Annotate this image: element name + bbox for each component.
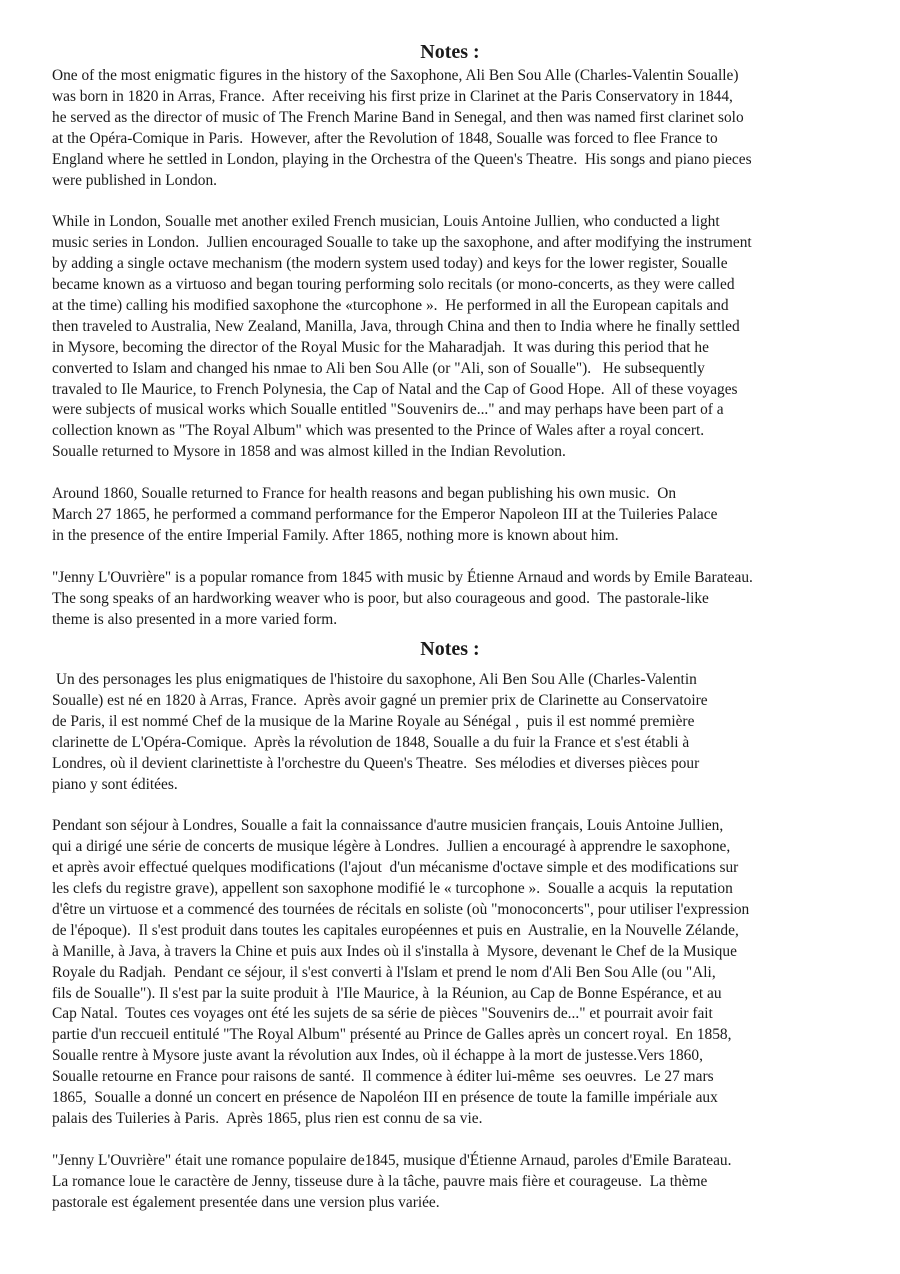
text-line: Pendant son séjour à Londres, Soualle a fait la connaissance d'autre musicien français, Louis Antoine Jullien, <box>52 817 724 835</box>
text-line: by adding a single octave mechanism (the modern system used today) and keys for the lower register, Soualle <box>52 255 728 273</box>
french-notes-body <box>52 670 882 1214</box>
text-line: were published in London. <box>52 171 217 189</box>
text-line: et après avoir effectué quelques modifications (l'ajout d'un mécanisme d'octave simple et des modifications sur <box>52 859 739 877</box>
text-line: Royale du Radjah. Pendant ce séjour, il s'est converti à l'Islam et prend le nom d'Ali Ben Sou Alle (ou "Ali, <box>52 963 716 981</box>
text-line: The song speaks of an hardworking weaver who is poor, but also courageous and good. The pastorale-like <box>52 589 709 607</box>
text-line: Soualle rentre à Mysore juste avant la révolution aux Indes, où il échappe à la mort de justesse.Vers 1860, <box>52 1047 703 1065</box>
text-line: fils de Soualle"). Il s'est par la suite produit à l'Ile Maurice, à la Réunion, au Cap de Bonne Espérance, et au <box>52 984 722 1002</box>
text-line: theme is also presented in a more varied form. <box>52 610 338 628</box>
text-line: "Jenny L'Ouvrière" était une romance populaire de1845, musique d'Étienne Arnaud, paroles d'Emile Barateau. <box>52 1151 732 1169</box>
text-line: in the presence of the entire Imperial Family. After 1865, nothing more is known about him. <box>52 526 619 544</box>
text-line: One of the most enigmatic figures in the history of the Saxophone, Ali Ben Sou Alle (Charles-Valentin Soualle) <box>52 67 739 84</box>
french-paragraph-3 <box>52 1151 882 1214</box>
text-line: de Paris, il est nommé Chef de la musique de la Marine Royale au Sénégal , puis il est nommé première <box>52 712 695 730</box>
text-line: d'être un virtuose et a commencé des tournées de récitals en soliste (où "monoconcerts", pour utiliser l'expression <box>52 900 750 918</box>
text-line: Around 1860, Soualle returned to France for health reasons and began publishing his own music. On <box>52 485 677 503</box>
text-line: March 27 1865, he performed a command performance for the Emperor Napoleon III at the Tuileries Palace <box>52 506 718 523</box>
text-line: palais des Tuileries à Paris. Après 1865, plus rien est connu de sa vie. <box>52 1110 483 1128</box>
text-line: travaled to Ile Maurice, to French Polynesia, the Cap of Natal and the Cap of Good Hope. All of these voyages <box>52 380 738 398</box>
text-line: he served as the director of music of The French Marine Band in Senegal, and then was named first clarinet solo <box>52 108 744 126</box>
english-notes-heading: Notes : <box>420 41 480 63</box>
english-notes-body <box>52 66 882 630</box>
text-line: became known as a virtuoso and began touring performing solo recitals (or mono-concerts, as they were called <box>52 276 735 294</box>
french-paragraph-1 <box>52 670 882 795</box>
text-line: then traveled to Australia, New Zealand, Manilla, Java, through China and then to India where he finally settled <box>52 317 740 335</box>
text-line: in Mysore, becoming the director of the Royal Music for the Maharadjah. It was during this period that he <box>52 338 709 356</box>
text-line: While in London, Soualle met another exiled French musician, Louis Antoine Jullien, who conducted a light <box>52 213 720 231</box>
english-paragraph-1 <box>52 66 882 191</box>
text-line: Soualle returned to Mysore in 1858 and was almost killed in the Indian Revolution. <box>52 443 566 461</box>
text-line: clarinette de L'Opéra-Comique. Après la révolution de 1848, Soualle a du fuir la France et s'est établi à <box>52 733 690 751</box>
text-line: converted to Islam and changed his nmae to Ali ben Sou Alle (or "Ali, son of Soualle"). He subsequently <box>52 359 705 377</box>
text-line: England where he settled in London, playing in the Orchestra of the Queen's Theatre. His songs and piano pieces <box>52 150 752 168</box>
english-paragraph-4 <box>52 568 882 631</box>
text-line: La romance loue le caractère de Jenny, tisseuse dure à la tâche, pauvre mais fière et courageuse. La thème <box>52 1172 708 1190</box>
text-line: at the Opéra-Comique in Paris. However, after the Revolution of 1848, Soualle was forced to flee France to <box>52 129 718 147</box>
text-line: was born in 1820 in Arras, France. After receiving his first prize in Clarinet at the Paris Conservatory in 1844, <box>52 87 733 105</box>
text-line: Un des personages les plus enigmatiques de l'histoire du saxophone, Ali Ben Sou Alle (Charles-Valentin <box>52 671 697 688</box>
text-line: Soualle) est né en 1820 à Arras, France. Après avoir gagné un premier prix de Clarinette au Conservatoire <box>52 691 708 709</box>
text-line: "Jenny L'Ouvrière" is a popular romance from 1845 with music by Étienne Arnaud and words by Emile Barateau. <box>52 568 753 586</box>
text-line: were subjects of musical works which Soualle entitled "Souvenirs de..." and may perhaps have been part of a <box>52 401 724 419</box>
text-line: partie d'un reccueil entitulé "The Royal Album" présenté au Prince de Galles après un concert royal. En 1858, <box>52 1026 732 1044</box>
text-line: pastorale est également presentée dans une version plus variée. <box>52 1193 440 1211</box>
text-line: de l'époque). Il s'est produit dans toutes les capitales européennes et puis en Australie, en la Nouvelle Zélande, <box>52 921 739 939</box>
text-line: piano y sont éditées. <box>52 775 178 793</box>
text-line: music series in London. Jullien encouraged Soualle to take up the saxophone, and after modifying the instrument <box>52 234 752 252</box>
text-line: at the time) calling his modified saxophone the «turcophone ». He performed in all the European capitals and <box>52 296 729 314</box>
text-line: collection known as "The Royal Album" which was presented to the Prince of Wales after a royal concert. <box>52 422 705 440</box>
text-line: les clefs du registre grave), appellent son saxophone modifié le « turcophone ». Soualle a acquis la reputation <box>52 880 733 898</box>
french-notes-heading: Notes : <box>420 638 480 660</box>
french-paragraph-2 <box>52 816 882 1130</box>
english-paragraph-2 <box>52 212 882 463</box>
text-line: 1865, Soualle a donné un concert en présence de Napoléon III en présence de toute la famille impériale aux <box>52 1089 718 1107</box>
text-line: Soualle retourne en France pour raisons de santé. Il commence à éditer lui-même ses oeuvres. Le 27 mars <box>52 1068 714 1086</box>
text-line: Londres, où il devient clarinettiste à l'orchestre du Queen's Theatre. Ses mélodies et diverses pièces pour <box>52 754 700 772</box>
english-paragraph-3 <box>52 484 882 547</box>
text-line: qui a dirigé une série de concerts de musique légère à Londres. Jullien a encouragé à apprendre le saxophone, <box>52 838 731 856</box>
text-line: à Manille, à Java, à travers la Chine et puis aux Indes où il s'installa à Mysore, devenant le Chef de la Musique <box>52 942 737 960</box>
text-line: Cap Natal. Toutes ces voyages ont été les sujets de sa série de pièces "Souvenirs de..." et pourrait avoir fait <box>52 1005 713 1023</box>
